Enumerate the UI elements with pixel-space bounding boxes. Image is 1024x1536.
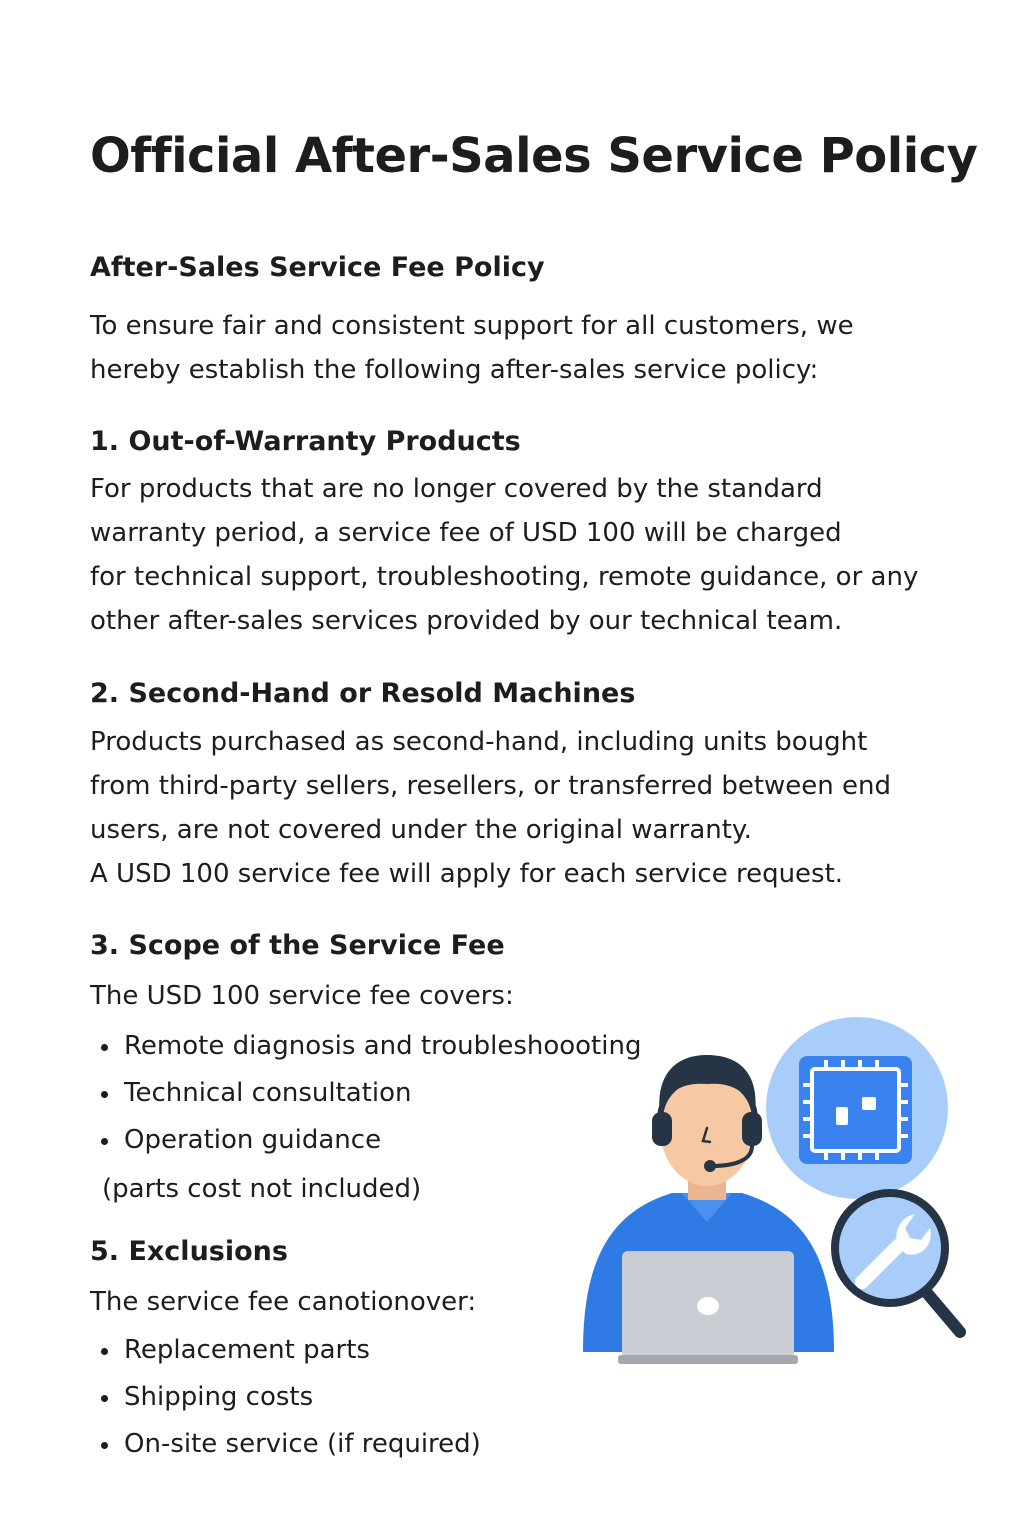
text-line: Products purchased as second-hand, including units bought bbox=[90, 727, 868, 757]
fee-policy-heading: After-Sales Service Fee Policy bbox=[90, 252, 545, 283]
intro-line: To ensure fair and consistent support for all customers, we bbox=[90, 311, 854, 341]
text-line: other after-sales services provided by our technical team. bbox=[90, 606, 843, 636]
out-of-warranty-heading: 1. Out-of-Warranty Products bbox=[90, 426, 521, 457]
exclusions-intro: The service fee canotionover: bbox=[90, 1287, 477, 1317]
text-line: For products that are no longer covered by the standard bbox=[90, 474, 823, 504]
exclusions-list bbox=[90, 1327, 481, 1468]
magnifier-icon bbox=[835, 1193, 960, 1332]
text-line: users, are not covered under the original warranty. bbox=[90, 815, 752, 845]
second-hand-heading: 2. Second-Hand or Resold Machines bbox=[90, 678, 636, 709]
page-title: Official After-Sales Service Policy bbox=[90, 128, 978, 184]
support-agent-illustration bbox=[575, 1010, 975, 1380]
text-line: warranty period, a service fee of USD 100 will be charged bbox=[90, 518, 842, 548]
list-item: Operation guidance bbox=[90, 1117, 641, 1164]
scope-list bbox=[90, 1023, 641, 1164]
intro-line: hereby establish the following after-sales service policy: bbox=[90, 355, 819, 385]
text-line: for technical support, troubleshooting, remote guidance, or any bbox=[90, 562, 919, 592]
text-line: from third-party sellers, resellers, or transferred between end bbox=[90, 771, 892, 801]
list-item: Technical consultation bbox=[90, 1070, 641, 1117]
list-item: Remote diagnosis and troubleshoooting bbox=[90, 1023, 641, 1070]
scope-note: (parts cost not included) bbox=[102, 1174, 422, 1204]
out-of-warranty-text bbox=[90, 467, 918, 643]
second-hand-text bbox=[90, 720, 891, 896]
scope-intro: The USD 100 service fee covers: bbox=[90, 981, 514, 1011]
text-line: A USD 100 service fee will apply for each service request. bbox=[90, 859, 844, 889]
fee-policy-intro bbox=[90, 304, 854, 392]
scope-heading: 3. Scope of the Service Fee bbox=[90, 930, 505, 961]
chip-icon bbox=[766, 1017, 948, 1199]
list-item: Replacement parts bbox=[90, 1327, 481, 1374]
list-item: On-site service (if required) bbox=[90, 1421, 481, 1468]
exclusions-heading: 5. Exclusions bbox=[90, 1236, 288, 1267]
laptop-icon bbox=[618, 1251, 798, 1364]
list-item: Shipping costs bbox=[90, 1374, 481, 1421]
